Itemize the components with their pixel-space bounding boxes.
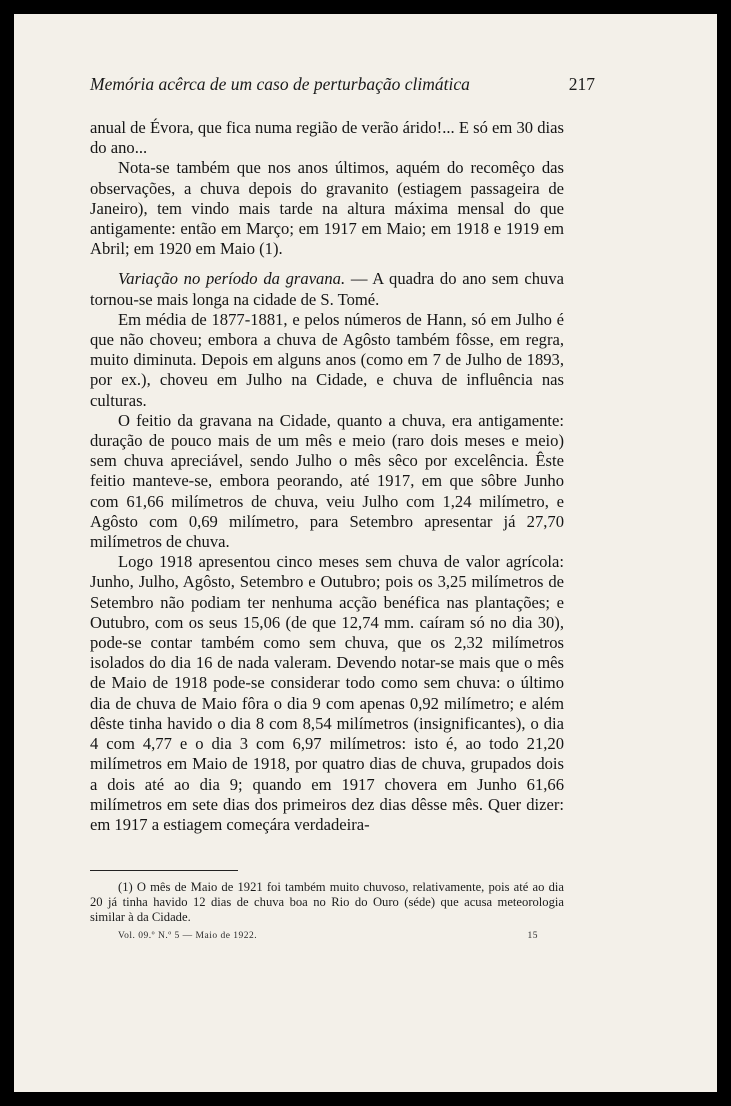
section-intro: — A quadra do ano sem chuva tornou-se mais longa na cidade de S. Tomé. bbox=[90, 269, 564, 309]
running-header bbox=[90, 74, 595, 95]
volume-info: Vol. 09.º N.º 5 — Maio de 1922. bbox=[118, 931, 258, 941]
signature-line bbox=[118, 931, 538, 941]
page-number: 217 bbox=[568, 74, 595, 94]
paragraph-5: O feitio da gravana na Cidade, quanto a chuva, era antigamente: duração de pouco mais de um mês e meio (raro dois meses e meio) sem chuva apreciável, sendo Julho o mês sêco por excelência. Êste feitio manteve-se, embora peorando, até 1917, em que sôbre Junho com 61,66 milímetros de chuva, veiu Julho com 1,24 milímetro, e Agôsto com 0,69 milímetro, para Setembro apresentar já 27,70 milímetros de chuva. bbox=[90, 410, 564, 552]
paragraph-1: anual de Évora, que fica numa região de verão árido!... E só em 30 dias do ano... bbox=[90, 118, 564, 158]
running-title: Memória acêrca de um caso de perturbação climática bbox=[90, 74, 470, 94]
paragraph-6: Logo 1918 apresentou cinco meses sem chuva de valor agrícola: Junho, Julho, Agôsto, Setembro e Outubro; pois os 3,25 milímetros de Setembro não podiam ter nenhuma acção benéfica nas plantações; e Outubro, com os seus 15,06 (de que 12,74 mm. caíram só no dia 30), pode-se contar também como sem chuva, que os 2,32 milímetros isolados do dia 16 de nada valeram. Devendo notar-se mais que o mês de Maio de 1918 pode-se considerar todo como sem chuva: o último dia de chuva de Maio fôra o dia 9 com apenas 0,92 milímetro; e além dêste tinha havido o dia 8 com 8,54 milímetros (insignificantes), o dia 4 com 4,77 e o dia 3 com 6,97 milímetros: isto é, ao todo 21,20 milímetros em Maio de 1918, por quatro dias de chuva, grupados dois a dois até ao dia 9; quando em 1917 chovera em Junho 61,66 milímetros em sete dias dos primeiros dez dias dêsse mês. Quer dizer: em 1917 a estiagem começára verdadeira- bbox=[90, 552, 564, 834]
paragraph-2: Nota-se também que nos anos últimos, aquém do recomêço das observações, a chuva depois do gravanito (estiagem passageira de Janeiro), tem vindo mais tarde na altura máxima mensal do que antigamente: então em Março; em 1917 em Maio; em 1918 e 1919 em Abril; em 1920 em Maio (1). bbox=[90, 158, 564, 259]
footnote-rule bbox=[90, 870, 238, 871]
footnote-text: (1) O mês de Maio de 1921 foi também muito chuvoso, relativamente, pois até ao dia 20 já tinha havido 12 dias de chuva boa no Rio do Ouro (séde) que acusa meteorologia similar à da Cidade. bbox=[90, 880, 564, 925]
body-text bbox=[90, 118, 564, 835]
document-page bbox=[14, 14, 717, 1092]
paragraph-4: Em média de 1877-1881, e pelos números de Hann, só em Julho é que não choveu; embora a chuva de Agôsto também fôsse, em regra, muito diminuta. Depois em alguns anos (como em 7 de Julho de 1893, por ex.), choveu em Julho na Cidade, e chuva de influência nas culturas. bbox=[90, 309, 564, 410]
section-title: Variação no período da gravana. bbox=[118, 269, 346, 289]
paragraph-3 bbox=[90, 269, 564, 309]
footnote bbox=[90, 880, 564, 926]
signature-number: 15 bbox=[527, 931, 538, 941]
